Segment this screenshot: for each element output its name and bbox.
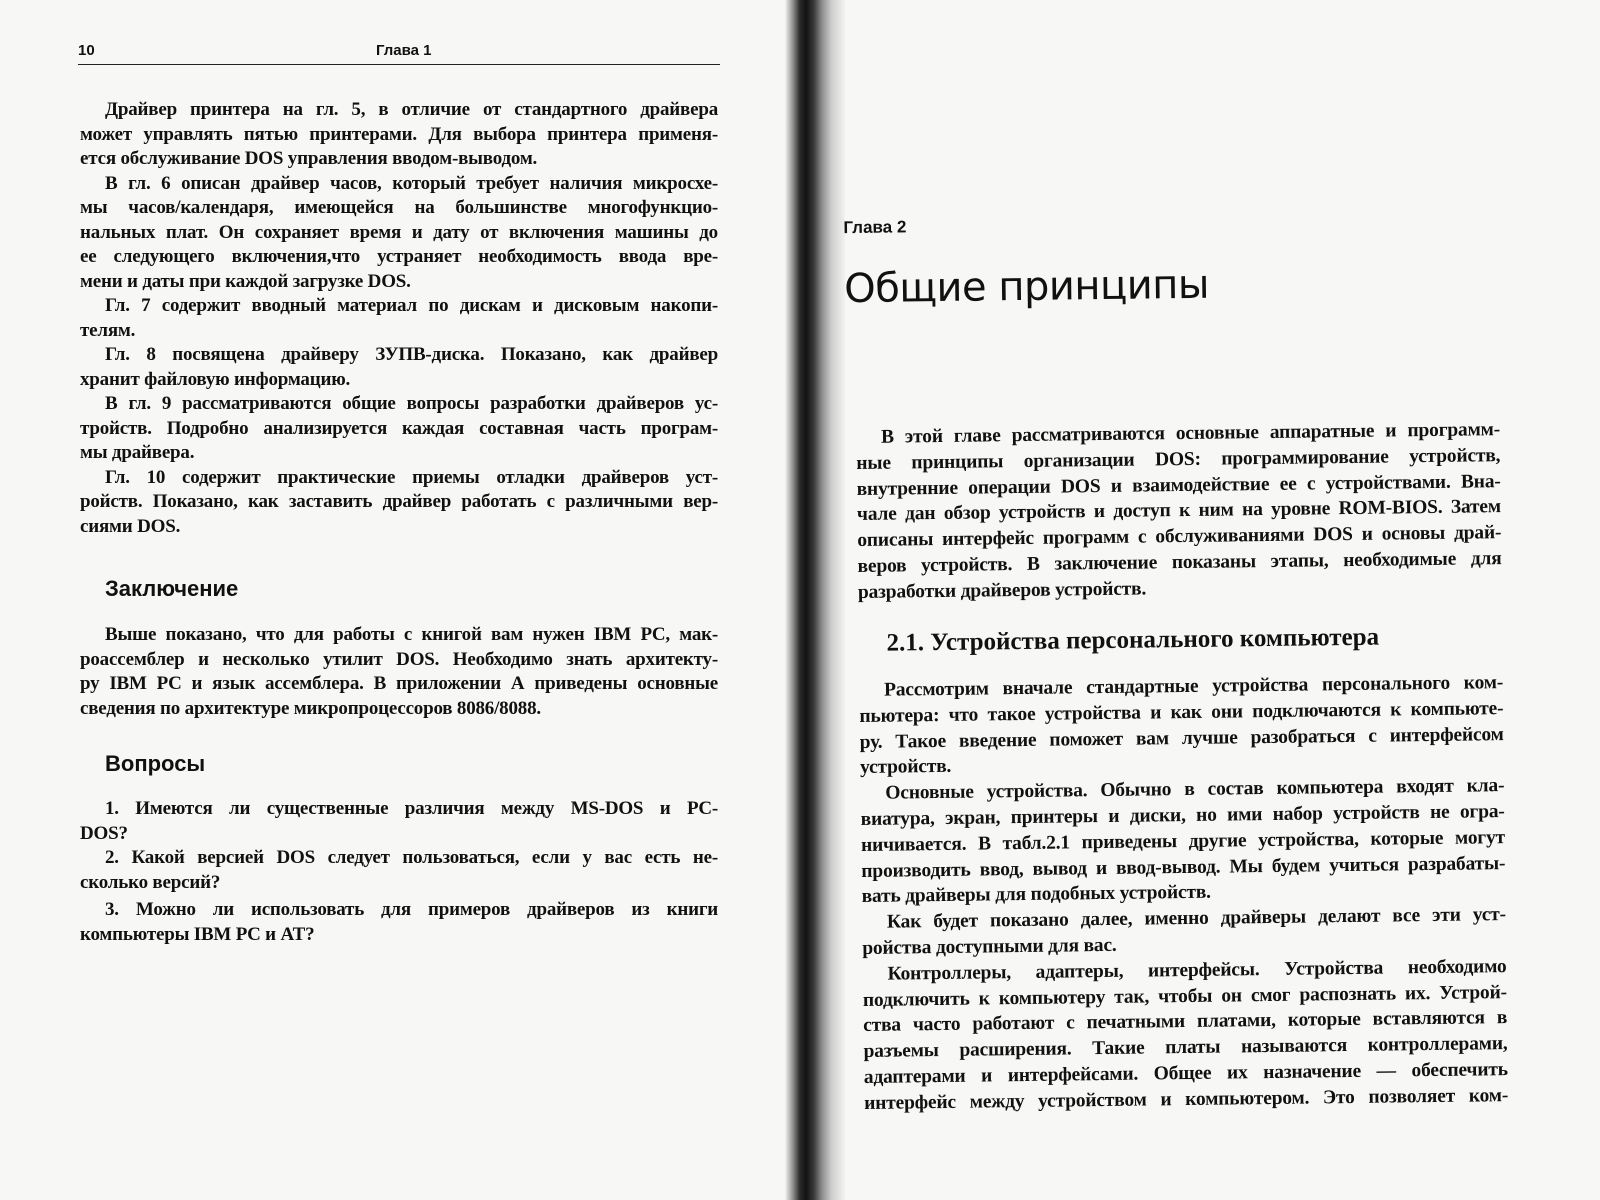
text-line: ройства доступными для вас. xyxy=(862,934,1117,959)
conclusion-paragraph xyxy=(80,623,718,721)
book-binding-shadow xyxy=(785,0,845,1200)
text-line: ется обслуживание DOS управления вводом-выводом. xyxy=(80,148,538,169)
text-line: подключить к компьютеру так, чтобы он смог распознать их. Устрой- xyxy=(862,981,1507,1011)
page-number: 10 xyxy=(78,42,95,59)
text-line: вать драйверы для подобных устройств. xyxy=(861,882,1211,908)
text-line: Рассмотрим вначале стандартные устройства персонального ком- xyxy=(883,672,1504,701)
text-line: Драйвер принтера на гл. 5, в отличие от стандартного драйвера xyxy=(105,99,718,120)
text-line: мы часов/календаря, имеющейся на большинстве многофункцио- xyxy=(80,197,718,218)
text-line: мени и даты при каждой загрузке DOS. xyxy=(80,270,411,292)
text-line: ства часто работают с печатными платами, которые вставляются в xyxy=(863,1007,1508,1037)
text-line: ные принципы организации DOS: программирование устройств, xyxy=(856,444,1501,474)
section-heading: 2.1. Устройства персонального компьютера xyxy=(886,623,1380,657)
text-line: интерфейс между устройством и компьютером. Это позволяет ком- xyxy=(864,1084,1509,1114)
text-line: виатура, экран, принтеры и диски, но ими набор устройств не огра- xyxy=(860,801,1505,830)
text-line: внутренние операции DOS и взаимодействие ее с устройствами. Вна- xyxy=(856,470,1501,500)
chapter-label: Глава 2 xyxy=(843,217,907,238)
text-line: сиями DOS. xyxy=(80,515,181,537)
text-line: ру IBM PC и язык ассемблера. В приложении А приведены основные xyxy=(80,673,718,694)
intro-paragraphs xyxy=(80,98,718,539)
text-line: ее следующего включения,что устраняет необходимость ввода вре- xyxy=(80,246,718,267)
text-line: В этой главе рассматриваются основные аппаратные и программ- xyxy=(880,419,1501,448)
text-line: пьютера: что такое устройства и как они подключаются к компьюте- xyxy=(859,697,1504,727)
text-line: мы драйвера. xyxy=(80,442,195,463)
question-line: сколько версий? xyxy=(80,871,221,893)
text-line: Гл. 10 содержит практические приемы отладки драйверов уст- xyxy=(105,466,718,488)
text-line: чале дан обзор устройств и доступ к ним на уровне ROM-BIOS. Затем xyxy=(856,496,1502,526)
question-line: 1. Имеются ли существенные различия между MS-DOS и PC- xyxy=(105,798,718,819)
text-line: Выше показано, что для работы с книгой вам нужен IBM PC, мак- xyxy=(105,624,718,645)
chapter-intro xyxy=(856,417,1502,605)
running-header xyxy=(78,40,720,65)
chapter-title: Общие принципы xyxy=(843,261,1210,313)
text-line: В гл. 9 рассматриваются общие вопросы разработки драйверов ус- xyxy=(105,393,718,414)
text-line: роассемблер и несколько утилит DOS. Необходимо знать архитекту- xyxy=(80,648,718,670)
text-line: ничивается. В табл.2.1 приведены другие устройства, которые могут xyxy=(860,826,1506,856)
text-line: Основные устройства. Обычно в состав компьютера входят кла- xyxy=(885,775,1505,804)
text-line: производить ввод, вывод и ввод-вывод. Мы будем учиться разрабаты- xyxy=(861,852,1506,882)
text-line: Как будет показано далее, именно драйверы делают все эти уст- xyxy=(886,904,1507,933)
text-line: ру. Такое введение поможет вам лучше разобраться с интерфейсом xyxy=(859,723,1504,753)
text-line: ройств. Показано, как заставить драйвер работать с различными вер- xyxy=(80,491,718,512)
text-line: Гл. 8 посвящена драйверу ЗУПВ-диска. Показано, как драйвер xyxy=(105,344,718,365)
text-line: В гл. 6 описан драйвер часов, который требует наличия микросхе- xyxy=(105,172,718,194)
text-line: тройств. Подробно анализируется каждая составная часть програм- xyxy=(80,417,718,439)
text-line: телям. xyxy=(80,319,136,341)
section-body xyxy=(859,670,1508,1116)
question-line: DOS? xyxy=(80,822,128,844)
text-line: хранит файловую информацию. xyxy=(80,368,351,390)
questions-heading: Вопросы xyxy=(105,751,206,776)
question-line: 3. Можно ли использовать для примеров драйверов из книги xyxy=(105,899,718,920)
text-line: адаптерами и интерфейсами. Общее их назначение — обеспечить xyxy=(863,1059,1508,1088)
text-line: устройств. xyxy=(859,756,952,779)
text-line: сведения по архитектуре микропроцессоров 8086/8088. xyxy=(80,697,541,719)
question-line: компьютеры IBM PC и AT? xyxy=(80,923,315,945)
text-line: описаны интерфейс программ с обслуживаниями DOS и основы драй- xyxy=(857,522,1502,552)
text-line: веров устройств. В заключение показаны этапы, необходимые для xyxy=(857,548,1502,577)
running-head-chapter: Глава 1 xyxy=(376,42,432,59)
text-line: Контроллеры, адаптеры, интерфейсы. Устройства необходимо xyxy=(887,955,1507,985)
question-line: 2. Какой версией DOS следует пользоваться, если у вас есть не- xyxy=(105,847,718,868)
text-line: разъемы расширения. Такие платы называются контроллерами, xyxy=(863,1033,1508,1063)
questions-list xyxy=(80,797,718,947)
text-line: разработки драйверов устройств. xyxy=(857,578,1147,603)
text-line: может управлять пятью принтерами. Для выбора принтера применя- xyxy=(80,123,718,145)
conclusion-heading: Заключение xyxy=(105,576,239,601)
text-line: нальных плат. Он сохраняет время и дату от включения машины до xyxy=(80,221,718,243)
text-line: Гл. 7 содержит вводный материал по дискам и дисковым накопи- xyxy=(105,295,718,316)
